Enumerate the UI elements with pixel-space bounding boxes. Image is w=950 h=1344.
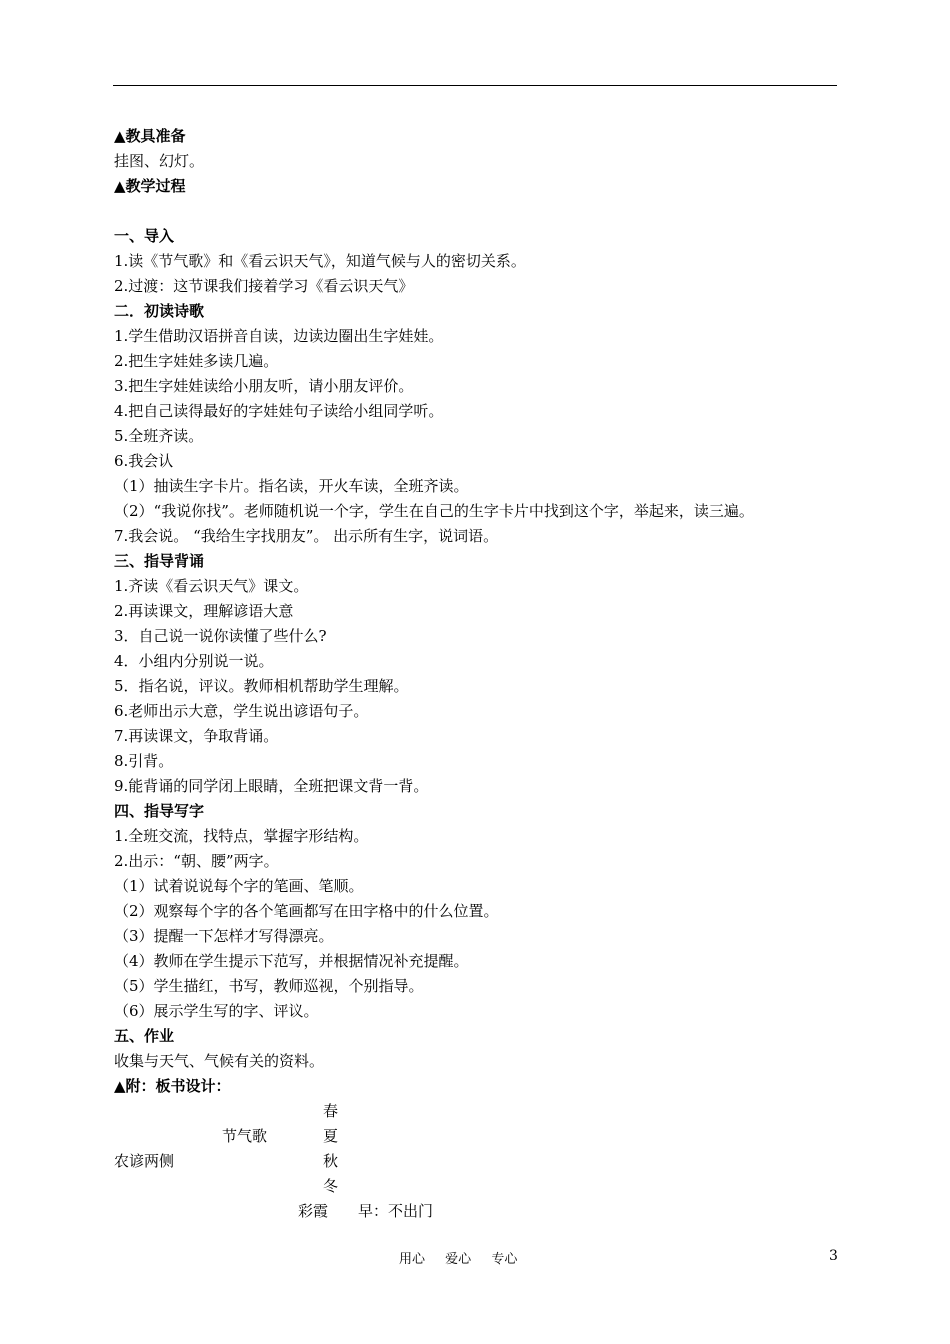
list-item: （6）展示学生写的字、评议。 <box>114 1002 319 1020</box>
list-item: 2.再读课文，理解谚语大意 <box>114 602 294 620</box>
section-5-heading: 五、作业 <box>114 1027 175 1045</box>
list-item: 6.老师出示大意，学生说出谚语句子。 <box>114 702 369 720</box>
section-2-heading: 二．初读诗歌 <box>114 302 205 320</box>
page-number: 3 <box>829 1248 838 1264</box>
list-item: 4．小组内分别说一说。 <box>114 652 274 670</box>
list-item: （4）教师在学生提示下范写，并根据情况补充提醒。 <box>114 952 469 970</box>
footer-motto <box>399 1248 533 1267</box>
process-heading: ▲教学过程 <box>114 177 186 195</box>
list-item: （1）抽读生字卡片。指名读，开火车读，全班齐读。 <box>114 477 469 495</box>
board-jieqi: 节气歌 <box>222 1127 268 1145</box>
list-item: 5.全班齐读。 <box>114 427 204 445</box>
list-item: 3．自己说一说你读懂了些什么? <box>114 627 327 645</box>
document-body <box>114 124 844 1224</box>
header-rule <box>113 85 837 86</box>
list-item: 8.引背。 <box>114 752 174 770</box>
board-summer: 夏 <box>323 1127 339 1145</box>
prep-heading: ▲教具准备 <box>114 127 186 145</box>
list-item: 1.全班交流，找特点，掌握字形结构。 <box>114 827 369 845</box>
list-item: 3.把生字娃娃读给小朋友听，请小朋友评价。 <box>114 377 414 395</box>
section-4-heading: 四、指导写字 <box>114 802 205 820</box>
homework-text: 收集与天气、气候有关的资料。 <box>114 1052 325 1070</box>
list-item: （2）观察每个字的各个笔画都写在田字格中的什么位置。 <box>114 902 499 920</box>
list-item: 2.把生字娃娃多读几遍。 <box>114 352 279 370</box>
list-item: 2.过渡：这节课我们接着学习《看云识天气》 <box>114 277 414 295</box>
board-caixia: 彩霞 <box>298 1202 329 1220</box>
list-item: 7.再读课文，争取背诵。 <box>114 727 279 745</box>
list-item: （3）提醒一下怎样才写得漂亮。 <box>114 927 334 945</box>
board-heading: ▲附：板书设计： <box>114 1077 231 1095</box>
list-item: 1.读《节气歌》和《看云识天气》，知道气候与人的密切关系。 <box>114 252 526 270</box>
prep-text: 挂图、幻灯。 <box>114 152 205 170</box>
list-item: 1.学生借助汉语拼音自读，边读边圈出生字娃娃。 <box>114 327 444 345</box>
list-item: （1）试着说说每个字的笔画、笔顺。 <box>114 877 364 895</box>
list-item: （2）“我说你找”。老师随机说一个字，学生在自己的生字卡片中找到这个字，举起来，读三遍。 <box>114 502 754 520</box>
list-item: 5．指名说，评议。教师相机帮助学生理解。 <box>114 677 409 695</box>
section-3-heading: 三、指导背诵 <box>114 552 205 570</box>
footer-word: 专心 <box>491 1252 518 1267</box>
list-item: （5）学生描红，书写，教师巡视，个别指导。 <box>114 977 424 995</box>
list-item: 6.我会认 <box>114 452 174 470</box>
board-nongyan: 农谚两侧 <box>114 1152 175 1170</box>
board-winter: 冬 <box>323 1177 339 1195</box>
footer-word: 用心 <box>399 1252 426 1267</box>
list-item: 7.我会说。 “我给生字找朋友”。 出示所有生字，说词语。 <box>114 527 499 545</box>
board-zao: 早：不出门 <box>358 1202 434 1220</box>
footer-word: 爱心 <box>445 1252 472 1267</box>
list-item: 2.出示：“朝、腰”两字。 <box>114 852 279 870</box>
list-item: 4.把自己读得最好的字娃娃句子读给小组同学听。 <box>114 402 444 420</box>
spacer <box>114 199 844 224</box>
section-1-heading: 一、导入 <box>114 227 175 245</box>
board-design <box>114 1099 844 1224</box>
list-item: 9.能背诵的同学闭上眼睛，全班把课文背一背。 <box>114 777 429 795</box>
board-autumn: 秋 <box>323 1152 339 1170</box>
board-spring: 春 <box>323 1102 339 1120</box>
list-item: 1.齐读《看云识天气》课文。 <box>114 577 309 595</box>
